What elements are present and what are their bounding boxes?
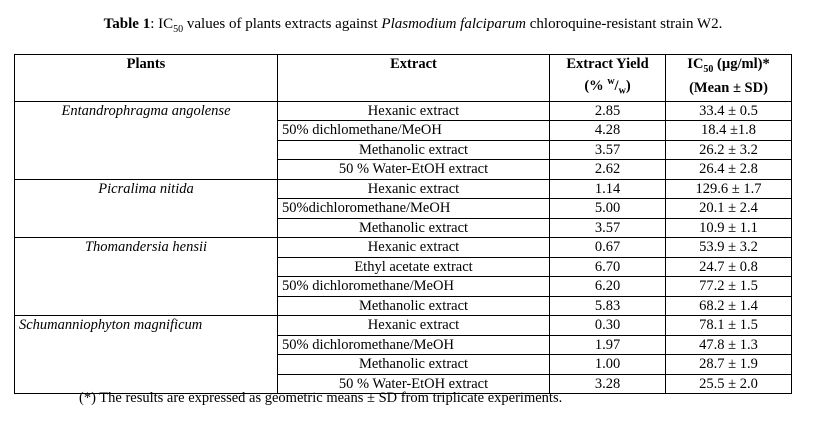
yield-cell: 3.57 — [550, 218, 666, 238]
extract-cell: Methanolic extract — [278, 296, 550, 316]
ic50-cell: 129.6 ± 1.7 — [666, 179, 792, 199]
extract-cell: Methanolic extract — [278, 140, 550, 160]
plant-name: Picralima nitida — [15, 179, 278, 238]
yield-cell: 1.14 — [550, 179, 666, 199]
extract-cell: 50 % Water-EtOH extract — [278, 160, 550, 180]
extract-cell: 50 % Water-EtOH extract — [278, 374, 550, 394]
header-ic50 — [666, 55, 792, 102]
header-extract: Extract — [278, 55, 550, 102]
table-row — [15, 101, 792, 121]
ic50-cell: 28.7 ± 1.9 — [666, 355, 792, 375]
table-row — [15, 316, 792, 336]
header-ic50-line1: $IC_{50}$ (µg/ml)* — [687, 56, 770, 75]
ic50-cell: 25.5 ± 2.0 — [666, 374, 792, 394]
caption-text-before: : IC — [150, 16, 174, 32]
extract-cell: 50% dichloromethane/MeOH — [278, 335, 550, 355]
ic50-cell: 10.9 ± 1.1 — [666, 218, 792, 238]
ic50-cell: 26.4 ± 2.8 — [666, 160, 792, 180]
extract-cell: 50% dichlomethane/MeOH — [278, 121, 550, 141]
caption-text-after: chloroquine-resistant strain W2. — [526, 16, 723, 32]
ic50-cell: 78.1 ± 1.5 — [666, 316, 792, 336]
extract-cell: Ethyl acetate extract — [278, 257, 550, 277]
yield-cell: 4.28 — [550, 121, 666, 141]
caption-subscript: 50 — [173, 24, 184, 35]
extract-cell: 50%dichloromethane/MeOH — [278, 199, 550, 219]
plant-name: Entandrophragma angolense — [15, 101, 278, 179]
ic50-cell: 24.7 ± 0.8 — [666, 257, 792, 277]
ic50-cell: 47.8 ± 1.3 — [666, 335, 792, 355]
ic50-cell: 18.4 ±1.8 — [666, 121, 792, 141]
yield-cell: 2.85 — [550, 101, 666, 121]
yield-cell: 2.62 — [550, 160, 666, 180]
header-ic50-line2: (Mean ± SD) — [689, 79, 768, 96]
header-extract-yield — [550, 55, 666, 102]
caption-label: Table 1 — [103, 16, 151, 32]
yield-cell: 0.30 — [550, 316, 666, 336]
ic50-cell: 20.1 ± 2.4 — [666, 199, 792, 219]
ic50-cell: 77.2 ± 1.5 — [666, 277, 792, 297]
ic50-cell: 53.9 ± 3.2 — [666, 238, 792, 258]
ic50-cell: 33.4 ± 0.5 — [666, 101, 792, 121]
header-plants: Plants — [15, 55, 278, 102]
plant-name: Schumanniophyton magnificum — [15, 316, 278, 394]
table-row — [15, 238, 792, 258]
plant-name: Thomandersia hensii — [15, 238, 278, 316]
header-yield-line1: Extract Yield — [566, 56, 649, 72]
ic50-cell: 26.2 ± 3.2 — [666, 140, 792, 160]
table-caption — [0, 15, 826, 39]
ic50-cell: 68.2 ± 1.4 — [666, 296, 792, 316]
extract-cell: 50% dichloromethane/MeOH — [278, 277, 550, 297]
yield-cell: 6.70 — [550, 257, 666, 277]
caption-species: Plasmodium falciparum — [381, 16, 526, 32]
extract-cell: Methanolic extract — [278, 355, 550, 375]
yield-cell: 1.97 — [550, 335, 666, 355]
yield-cell: 0.67 — [550, 238, 666, 258]
yield-cell: 5.00 — [550, 199, 666, 219]
caption-text-middle: values of plants extracts against — [183, 16, 382, 32]
extract-cell: Hexanic extract — [278, 238, 550, 258]
results-table — [14, 54, 792, 394]
footnote: (*) The results are expressed as geometric means ± SD from triplicate experiments. — [79, 390, 563, 406]
extract-cell: Hexanic extract — [278, 316, 550, 336]
extract-cell: Hexanic extract — [278, 101, 550, 121]
yield-cell: 3.28 — [550, 374, 666, 394]
yield-cell: 1.00 — [550, 355, 666, 375]
extract-cell: Hexanic extract — [278, 179, 550, 199]
yield-cell: 3.57 — [550, 140, 666, 160]
header-row — [15, 55, 792, 102]
yield-cell: 5.83 — [550, 296, 666, 316]
table-row — [15, 179, 792, 199]
extract-cell: Methanolic extract — [278, 218, 550, 238]
header-yield-line2: (% $^w/_w$) — [584, 76, 631, 97]
yield-cell: 6.20 — [550, 277, 666, 297]
